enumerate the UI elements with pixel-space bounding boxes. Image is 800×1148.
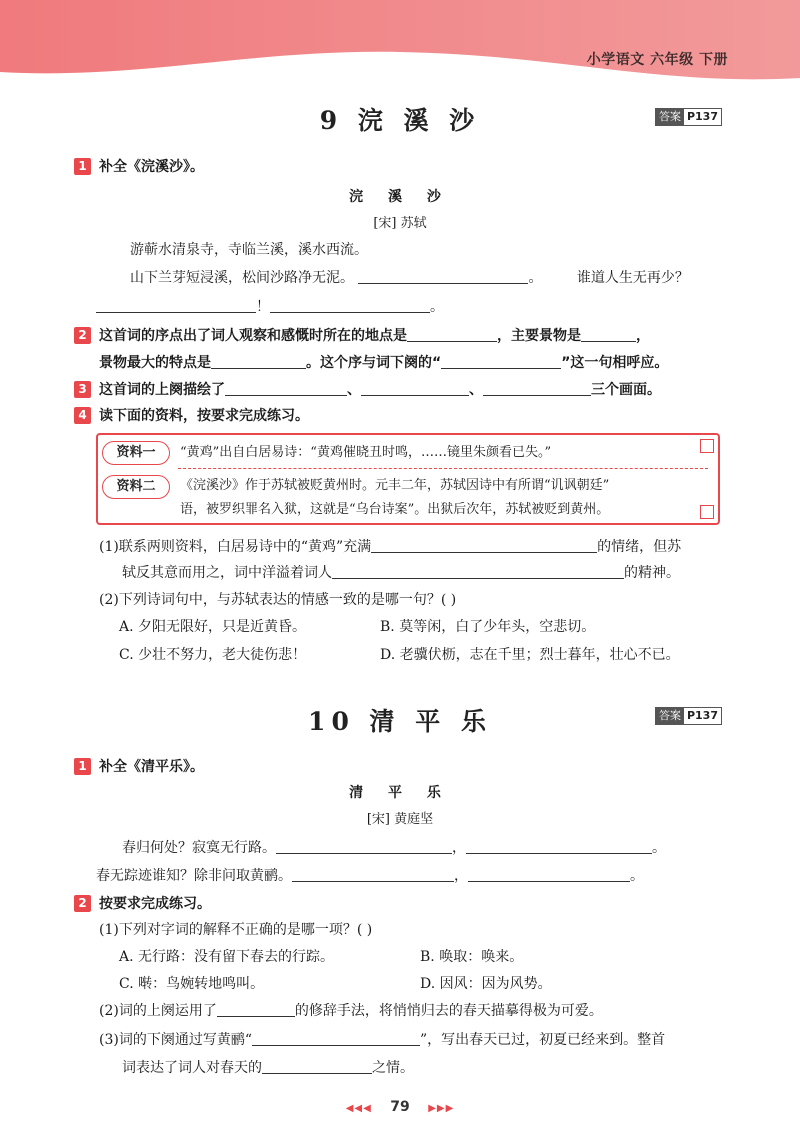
question-1 (74, 757, 204, 777)
sub-question-1: (1)下列对字词的解释不正确的是哪一项？( ) (99, 922, 373, 938)
question-text: 三个画面。 (591, 382, 661, 398)
material-1-label: 资料一 (102, 441, 170, 465)
poem-author: [宋] 黄庭坚 (366, 812, 434, 827)
answer-blank[interactable] (225, 382, 347, 396)
answer-page: P137 (684, 109, 721, 125)
question-text: ， (636, 328, 650, 344)
poem-line (96, 297, 444, 317)
question-1 (74, 157, 204, 177)
option-b[interactable]: B. 莫等闲，白了少年头，空悲切。 (380, 619, 596, 635)
poem-author: [宋] 苏轼 (373, 216, 427, 231)
answer-tag[interactable] (655, 108, 722, 126)
question-text: 补全《清平乐》。 (99, 759, 204, 775)
answer-blank[interactable] (332, 565, 624, 579)
question-text: 、 (469, 382, 483, 398)
poem-text: 春归何处？寂寞无行路。 (122, 840, 276, 856)
material-1-text: “黄鸡”出自白居易诗：“黄鸡催晓丑时鸣，……镜里朱颜看已失。” (180, 445, 552, 460)
question-number: 4 (74, 407, 91, 424)
answer-blank[interactable] (358, 270, 528, 284)
option-a[interactable]: A. 无行路：没有留下春去的行踪。 (119, 949, 335, 965)
answer-blank[interactable] (96, 299, 256, 313)
question-text: (3)词的下阕通过写黄鹂“ (99, 1032, 252, 1048)
question-text: 、 (347, 382, 361, 398)
question-number: 2 (74, 327, 91, 344)
question-number: 2 (74, 895, 91, 912)
poem-line (122, 838, 666, 858)
option-c[interactable]: C. 啭：鸟婉转地鸣叫。 (119, 976, 265, 992)
answer-tag[interactable] (655, 707, 722, 725)
question-text: 之情。 (372, 1060, 414, 1076)
option-d[interactable]: D. 因风：因为风势。 (420, 976, 552, 992)
answer-blank[interactable] (262, 1060, 372, 1074)
arrow-left-icon: ◀◀◀ (345, 1103, 372, 1114)
answer-blank[interactable] (252, 1032, 420, 1046)
question-number: 3 (74, 381, 91, 398)
answer-blank[interactable] (217, 1003, 295, 1017)
sub-question-2 (99, 1001, 603, 1021)
question-text: 按要求完成练习。 (99, 896, 211, 912)
corner-ornament (700, 505, 714, 519)
question-4 (74, 406, 309, 426)
punctuation: ！ (256, 299, 270, 315)
question-text: 轼反其意而用之，词中洋溢着词人 (122, 565, 332, 581)
sub-question-1-cont (122, 563, 680, 583)
answer-page: P137 (684, 708, 721, 724)
answer-blank[interactable] (361, 382, 469, 396)
lesson-title: 10 清 平 乐 (308, 707, 492, 736)
question-2-cont (99, 353, 668, 373)
poem-title: 浣 溪 沙 (349, 189, 451, 205)
poem-line (96, 866, 644, 886)
poem-text: 山下兰芽短浸溪，松间沙路净无泥。 (130, 270, 354, 286)
question-text: 这首词的序点出了词人观察和感慨时所在的地点是 (99, 328, 407, 344)
material-box (96, 433, 720, 525)
sub-question-1 (99, 537, 681, 557)
option-a[interactable]: A. 夕阳无限好，只是近黄昏。 (119, 619, 307, 635)
poem-line (130, 268, 689, 288)
sub-question-2: (2)下列诗词句中，与苏轼表达的情感一致的是哪一句？( ) (99, 592, 457, 608)
divider (178, 468, 708, 469)
question-text: 的修辞手法，将悄悄归去的春天描摹得极为可爱。 (294, 1003, 603, 1019)
question-number: 1 (74, 758, 91, 775)
answer-blank[interactable] (466, 840, 652, 854)
question-text: 这首词的上阕描绘了 (99, 382, 225, 398)
answer-label: 答案 (656, 708, 684, 724)
question-text: 补全《浣溪沙》。 (99, 159, 204, 175)
answer-label: 答案 (656, 109, 684, 125)
question-text: 。这个序与词下阕的“ (306, 355, 442, 371)
question-text: 读下面的资料，按要求完成练习。 (99, 408, 309, 424)
answer-blank[interactable] (292, 868, 454, 882)
question-text: (1)联系两则资料，白居易诗中的“黄鸡”充满 (99, 539, 372, 555)
answer-blank[interactable] (483, 382, 591, 396)
question-text: 词表达了词人对春天的 (122, 1060, 262, 1076)
corner-ornament (700, 439, 714, 453)
punctuation: 。 (630, 868, 644, 884)
question-text: (2)词的上阕运用了 (99, 1003, 217, 1019)
lesson-title: 9 浣 溪 沙 (319, 106, 481, 135)
punctuation: 。 (528, 270, 543, 286)
question-text: 的情绪，但苏 (597, 539, 682, 555)
question-3 (74, 380, 661, 400)
question-text: ”这一句相呼应。 (561, 355, 669, 371)
question-text: ”，写出春天已过，初夏已经来到。整首 (420, 1032, 666, 1048)
option-d[interactable]: D. 老骥伏枥，志在千里；烈士暮年，壮心不已。 (380, 647, 680, 663)
answer-blank[interactable] (371, 539, 597, 553)
question-text: 景物最大的特点是 (99, 355, 211, 371)
material-2-text: 语，被罗织罪名入狱，这就是“乌台诗案”。出狱后次年，苏轼被贬到黄州。 (180, 502, 610, 517)
material-2-text: 《浣溪沙》作于苏轼被贬黄州时。元丰二年，苏轼因诗中有所谓“讥讽朝廷” (180, 478, 610, 493)
sub-question-3 (99, 1030, 665, 1050)
punctuation: ， (452, 840, 466, 856)
question-text: ，主要景物是 (497, 328, 581, 344)
material-2-label: 资料二 (102, 475, 170, 499)
answer-blank[interactable] (276, 840, 452, 854)
option-b[interactable]: B. 唤取：唤来。 (420, 949, 524, 965)
page-footer (0, 1099, 800, 1115)
question-text: 的精神。 (624, 565, 680, 581)
poem-text: 春无踪迹谁知？除非问取黄鹂。 (96, 868, 292, 884)
punctuation: 。 (652, 840, 666, 856)
answer-blank[interactable] (468, 868, 630, 882)
page-number: 79 (390, 1099, 410, 1115)
question-2 (74, 326, 650, 346)
punctuation: 。 (430, 299, 444, 315)
answer-blank[interactable] (441, 355, 561, 369)
header-band (0, 0, 800, 95)
header-subject: 小学语文 六年级 下册 (586, 52, 728, 68)
question-number: 1 (74, 158, 91, 175)
arrow-right-icon: ▶▶▶ (428, 1103, 455, 1114)
answer-blank[interactable] (407, 328, 497, 342)
sub-question-3-cont (122, 1058, 414, 1078)
answer-blank[interactable] (581, 328, 636, 342)
answer-blank[interactable] (270, 299, 430, 313)
poem-title: 清 平 乐 (349, 785, 451, 801)
answer-blank[interactable] (211, 355, 306, 369)
poem-text: 谁道人生无再少？ (576, 270, 689, 286)
question-2 (74, 894, 211, 914)
punctuation: ， (454, 868, 468, 884)
option-c[interactable]: C. 少壮不努力，老大徒伤悲！ (119, 647, 307, 663)
poem-preface: 游蕲水清泉寺，寺临兰溪，溪水西流。 (130, 242, 368, 258)
